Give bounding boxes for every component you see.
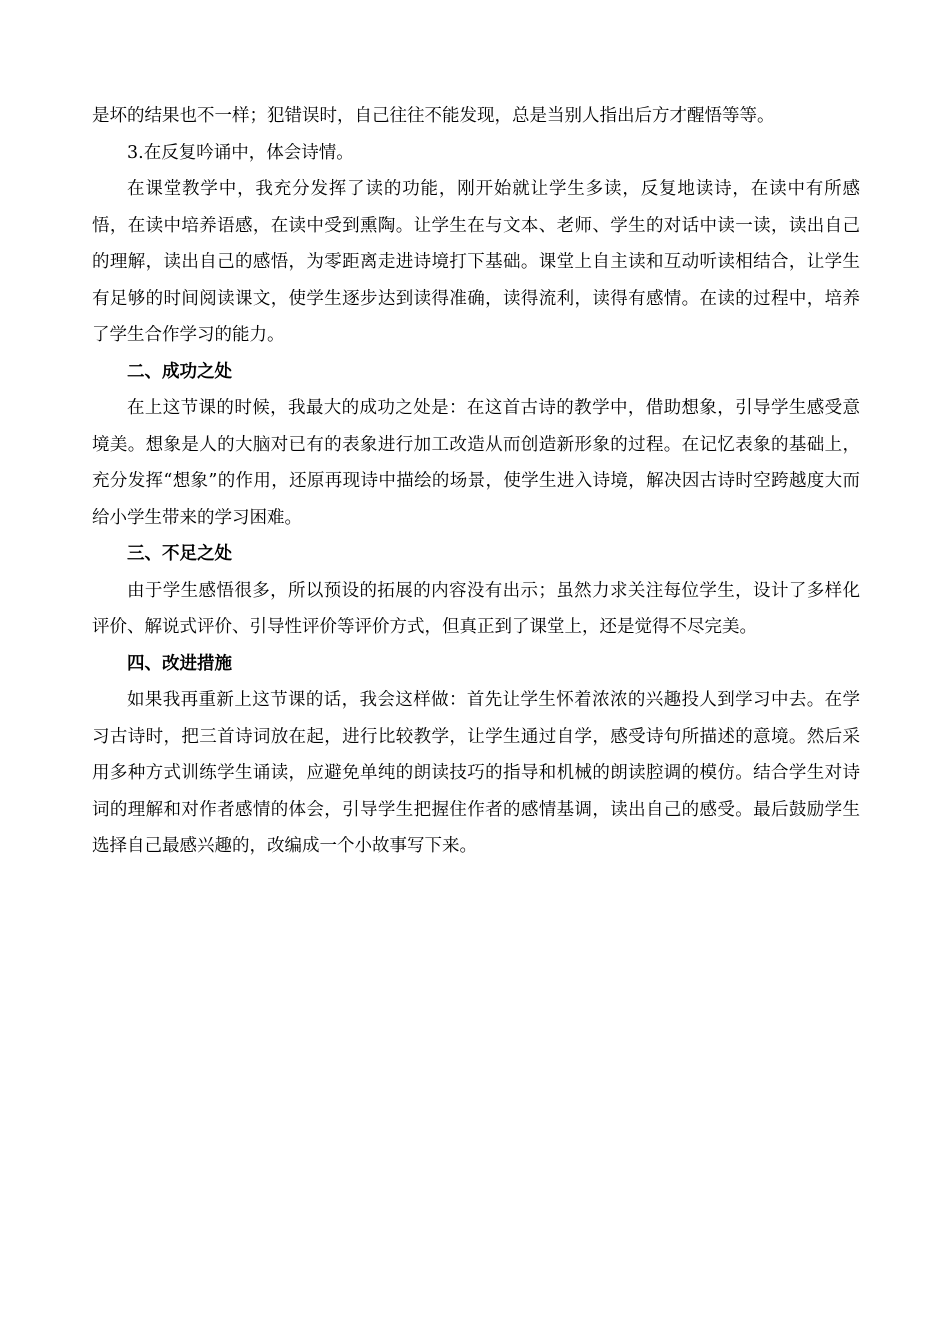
paragraph-reading-practice: 在课堂教学中，我充分发挥了读的功能，刚开始就让学生多读，反复地读诗，在读中有所感悟，在读中培养语感，在读中受到熏陶。让学生在与文本、老师、学生的对话中读一读，读出自己的理解，读出自己的感悟，为零距离走进诗境打下基础。课堂上自主读和互动听读相结合，让学生有足够的时间阅读课文，使学生逐步达到读得准确，读得流利，读得有感情。在读的过程中，培养了学生合作学习的能力。 xyxy=(92,179,860,345)
paragraph-continued: 是坏的结果也不一样；犯错误时，自己往往不能发现，总是当别人指出后方才醒悟等等。 xyxy=(92,106,775,126)
paragraph-shortcomings: 由于学生感悟很多，所以预设的拓展的内容没有出示；虽然力求关注每位学生，设计了多样化评价、解说式评价、引导性评价等评价方式，但真正到了课堂上，还是觉得不尽完美。 xyxy=(92,580,860,637)
section-heading-improvements: 四、改进措施 xyxy=(127,653,232,674)
document-page xyxy=(92,98,860,865)
subpoint-3-title: 3.在反复吟诵中，体会诗情。 xyxy=(127,142,354,163)
section-heading-shortcomings: 三、不足之处 xyxy=(127,544,232,564)
paragraph-improvements: 如果我再重新上这节课的话，我会这样做：首先让学生怀着浓浓的兴趣投人到学习中去。在学习古诗时，把三首诗词放在起，进行比较教学，让学生通过自学，感受诗句所描述的意境。然后采用多种方式训练学生诵读，应避免单纯的朗读技巧的指导和机械的朗读腔调的模仿。结合学生对诗词的理解和对作者感情的体会，引导学生把握住作者的感情基调，读出自己的感受。最后鼓励学生选择自己最感兴趣的，改编成一个小故事写下来。 xyxy=(92,690,860,856)
section-heading-successes: 二、成功之处 xyxy=(127,361,232,382)
paragraph-successes: 在上这节课的时候，我最大的成功之处是：在这首古诗的教学中，借助想象，引导学生感受意境美。想象是人的大脑对已有的表象进行加工改造从而创造新形象的过程。在记忆表象的基础上，充分发挥“想象”的作用，还原再现诗中描绘的场景，使学生进入诗境，解决因古诗时空跨越度大而给小学生带来的学习困难。 xyxy=(92,398,860,528)
